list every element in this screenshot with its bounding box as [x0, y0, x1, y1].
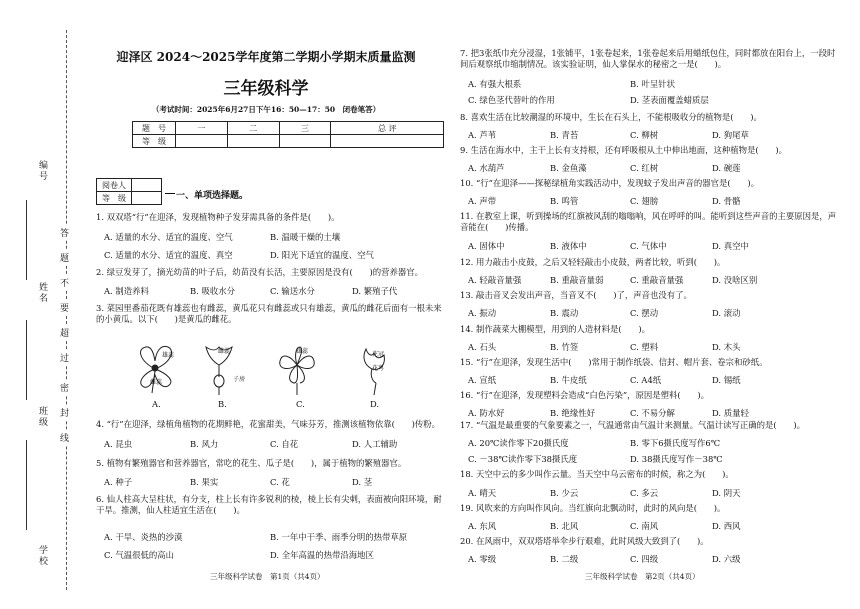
option[interactable]: B. 温暖干燥的土壤 [270, 232, 341, 242]
question-4: 4. “行”在迎泽，绿植角植物的花期鲜艳，花蜜甜美，气味芬芳，推测该植物依靠( )传粉。 [96, 419, 440, 429]
option[interactable]: B. 二级 [550, 554, 579, 564]
question-11: 11. 在教室上课，听到操场的红旗被风刮的嗡嗡响，风在呼呼的叫。能听到这些声音的主要原因是，声音能在( )传播。 [460, 211, 837, 232]
name-label: 姓名 [37, 282, 47, 304]
score-cell: 一 [176, 122, 228, 135]
option[interactable]: B. 重敲音量弱 [550, 275, 604, 285]
question-1: 1. 双双塔“行”在迎泽，发现植物种子发芽需具备的条件是( )。 [96, 212, 340, 222]
question-16: 16. “行”在迎泽，发现塑料会造成“白色污染”，原因是塑料( )。 [460, 390, 710, 400]
flower-c-label: 雄蕊 [296, 348, 309, 355]
option[interactable]: B. 北风 [550, 521, 579, 531]
score-cell[interactable] [279, 135, 331, 148]
footer-left: 三年级科学试卷 第1页（共4页） [210, 572, 325, 581]
score-cell[interactable] [176, 135, 228, 148]
question-14: 14. 制作蔬菜大棚模型，用到的人造材料是( )。 [460, 324, 651, 334]
option[interactable]: B. 鸣管 [550, 196, 579, 206]
option[interactable]: C. 不易分解 [630, 408, 675, 418]
option[interactable]: A. 20℃读作零下20摄氏度 [468, 438, 569, 448]
option[interactable]: D. 真空中 [712, 241, 749, 251]
seal-line-char: 题 [60, 250, 69, 265]
option[interactable]: C. 自花 [270, 439, 299, 449]
option[interactable]: B. 金鱼藻 [550, 163, 587, 173]
option[interactable]: D. 38摄氏度写作－38℃ [630, 454, 723, 464]
option[interactable]: C. －38℃读作零下38摄氏度 [468, 454, 578, 464]
option[interactable]: D. 繁殖子代 [352, 286, 398, 296]
seal-line-char: 过 [60, 350, 69, 365]
option[interactable]: C. 适量的水分、适宜的温度、真空 [104, 250, 233, 260]
question-17: 17. “气温是最重要的气象要素之一，气温通常由气温计来测量。气温计读写正确的是( )。 [460, 420, 806, 430]
grader-label: 阅卷人 [97, 179, 132, 192]
number-label: 编号 [37, 160, 47, 182]
option[interactable]: D. 全年高温的热带沿海地区 [270, 550, 374, 560]
option[interactable]: A. [152, 399, 161, 409]
seal-line-char: 不 [60, 275, 69, 290]
option[interactable]: C. 气体中 [630, 241, 667, 251]
seal-line-char: 要 [60, 300, 69, 315]
option[interactable]: A. 宣纸 [468, 375, 497, 385]
grader-cell[interactable] [132, 179, 162, 192]
flower-a-label: 雄蕊 [162, 352, 175, 359]
grade-cell[interactable] [132, 192, 162, 205]
option[interactable]: A. 零级 [468, 554, 497, 564]
flower-a-label: 雌蕊 [150, 379, 163, 386]
option[interactable]: D. 骨骼 [712, 196, 741, 206]
option[interactable]: C. [296, 399, 305, 409]
question-5: 5. 植物有繁殖器官和营养器官，常吃的花生、瓜子是( )，属于植物的繁殖器官。 [96, 458, 407, 468]
option[interactable]: A. 有强大根系 [468, 79, 522, 89]
question-6: 6. 仙人柱高大呈柱状，有分支，柱上长有许多锐利的棱，棱上长有尖刺，表面被向阳环境，耐干旱。推测，仙人柱适宜生活在( )。 [96, 494, 442, 515]
option[interactable]: C. 花 [270, 477, 290, 487]
question-10: 10. “行”在迎泽——探秘绿植角实践活动中，发现蚊子发出声音的器官是( )。 [460, 178, 760, 188]
grader-box [96, 178, 162, 205]
question-13: 13. 敲击音叉会发出声音，当音叉不( )了，声音也没有了。 [460, 290, 692, 300]
question-15: 15. “行”在迎泽，发现生活中( )常用于制作纸袋、信封、帽片套、卷宗和砂纸。 [460, 357, 768, 367]
flower-d-label: 花冠 [372, 351, 385, 358]
option[interactable]: C. 南风 [630, 521, 659, 531]
option[interactable]: D. 阳光下适宜的温度、空气 [270, 250, 374, 260]
score-cell: 等 级 [133, 135, 176, 148]
option[interactable]: D. 阴天 [712, 488, 741, 498]
option[interactable]: D. 木头 [712, 342, 741, 352]
option[interactable]: B. 绝缘性好 [550, 408, 595, 418]
binding-margin [0, 0, 80, 609]
option[interactable]: D. 茎 [352, 477, 373, 487]
option[interactable]: A. 晴天 [468, 488, 497, 498]
option[interactable]: D. 西风 [712, 521, 741, 531]
question-20: 20. 在风雨中，双双塔塔举伞步行艰难，此时风级大致到了( )。 [460, 536, 709, 546]
option[interactable]: A. 轻敲音量强 [468, 275, 522, 285]
option[interactable]: A. 种子 [104, 477, 133, 487]
option[interactable]: D. 滚动 [712, 308, 741, 318]
question-19: 19. 风吹来的方向叫作风向。当红旗向北飘动时，此时的风向是( )。 [460, 503, 726, 513]
class-label: 班级 [37, 406, 47, 428]
exam-time: （考试时间：2025年6月27日下午16：50—17：50 闭卷笔答） [151, 105, 381, 114]
option[interactable]: A. 水葫芦 [468, 163, 505, 173]
option[interactable]: A. 制造养料 [104, 286, 149, 296]
option[interactable]: B. 震动 [550, 308, 579, 318]
subject-title: 三年级科学 [223, 79, 309, 99]
score-cell: 二 [227, 122, 279, 135]
option[interactable]: A. 芦苇 [468, 130, 497, 140]
class-line [26, 440, 27, 530]
option[interactable]: A. 东风 [468, 521, 497, 531]
option[interactable]: D. 锡纸 [712, 375, 741, 385]
option[interactable]: C. 气温很低的高山 [104, 550, 175, 560]
option[interactable]: C. 塑料 [630, 342, 659, 352]
option[interactable]: C. 摆动 [630, 308, 659, 318]
score-table [132, 121, 444, 148]
option[interactable]: D. [370, 399, 380, 409]
option[interactable]: B. 牛皮纸 [550, 375, 587, 385]
option[interactable]: A. 昆虫 [104, 439, 133, 449]
option[interactable]: A. 振动 [468, 308, 497, 318]
seal-line-char: 密 [60, 380, 69, 395]
option[interactable]: B. 零下6摄氏度写作6℃ [630, 438, 721, 448]
option[interactable]: B. 叶呈针状 [630, 79, 675, 89]
seal-line-char: 答 [60, 225, 69, 240]
option[interactable]: B. 果实 [190, 477, 219, 487]
option[interactable]: A. 适量的水分、适宜的温度、空气 [104, 232, 233, 242]
score-cell[interactable] [227, 135, 279, 148]
option[interactable]: B. 竹签 [550, 342, 579, 352]
option[interactable]: C. 翅膀 [630, 196, 659, 206]
option[interactable]: A. 固体中 [468, 241, 505, 251]
question-2: 2. 绿豆发芽了，摘光幼苗的叶子后，幼苗没有长活，主要原因是没有( )的营养器官。 [96, 267, 424, 277]
option[interactable]: C. 红树 [630, 163, 659, 173]
option[interactable]: D. 碗莲 [712, 163, 741, 173]
option[interactable]: C. 绿色茎代替叶的作用 [468, 95, 555, 105]
question-9: 9. 生活在海水中，主干上长有支持根，还有呼吸根从土中伸出地面，这种植物是( )。 [460, 145, 788, 155]
question-18: 18. 天空中云的多少叫作云量。当天空中乌云密布的时候，称之为( )。 [460, 469, 734, 479]
option[interactable]: C. 重敲音量强 [630, 275, 684, 285]
option[interactable]: B. 一年中干季、雨季分明的热带草原 [270, 532, 408, 542]
option[interactable]: C. 四级 [630, 554, 659, 564]
option[interactable]: B. 液体中 [550, 241, 587, 251]
section-dash [165, 193, 175, 194]
flower-d-label: 花萼 [372, 365, 385, 372]
score-cell: 三 [279, 122, 331, 135]
option[interactable]: A. 防水好 [468, 408, 505, 418]
exam-title: 迎泽区 2024～2025学年度第二学期小学期末质量监测 [116, 50, 416, 64]
question-12: 12. 用力敲击小皮鼓，之后又轻轻敲击小皮鼓，两者比较，听到( )。 [460, 257, 726, 267]
option[interactable]: D. 狗尾草 [712, 130, 749, 140]
seal-line-char: 超 [60, 325, 69, 340]
question-8: 8. 喜欢生活在比较潮湿的环境中，生长在石头上，不能根吸收分的植物是( )。 [460, 112, 762, 122]
question-3: 3. 菜园里番茄花既有雄蕊也有雌蕊，黄瓜花只有雌蕊或只有雄蕊，黄瓜的雌花后面有一根未来的小黄瓜。以下( )是黄瓜的雌花。 [96, 303, 442, 324]
seal-line-char: 线 [60, 430, 69, 445]
flower-b-label: 雌蕊 [218, 348, 231, 355]
option[interactable]: B. 吸收水分 [190, 286, 235, 296]
footer-right: 三年级科学试卷 第2页（共4页） [585, 572, 700, 581]
option[interactable]: C. 输送水分 [270, 286, 315, 296]
score-cell: 总 评 [331, 122, 444, 135]
option[interactable]: B. 少云 [550, 488, 579, 498]
option[interactable]: A. 干旱、炎热的沙漠 [104, 532, 183, 542]
question-7: 7. 把3张纸巾充分浸湿，1张铺平，1张卷起来，1张卷起来后用蜡纸包住，同时都放在阳台上，一段时间后观察纸巾缩制情况。该实验证明，仙人掌保水的秘密之一是( )。 [460, 48, 836, 69]
option[interactable]: C. A4纸 [630, 375, 662, 385]
number-line [26, 200, 27, 280]
section-title: 一、单项选择题。 [176, 191, 249, 201]
name-line [26, 320, 27, 400]
option[interactable]: D. 没啥区别 [712, 275, 758, 285]
option[interactable]: D. 人工辅助 [352, 439, 398, 449]
option[interactable]: D. 茎表面覆盖蜡质层 [630, 95, 709, 105]
option[interactable]: D. 六级 [712, 554, 741, 564]
grade-label: 等 级 [97, 192, 132, 205]
option[interactable]: A. 声带 [468, 196, 497, 206]
score-cell: 题 号 [133, 122, 176, 135]
option[interactable]: B. 青苔 [550, 130, 579, 140]
option[interactable]: C. 柳树 [630, 130, 659, 140]
seal-line-char: 封 [60, 405, 69, 420]
option[interactable]: B. [218, 399, 227, 409]
option[interactable]: C. 多云 [630, 488, 659, 498]
option[interactable]: A. 石头 [468, 342, 497, 352]
option[interactable]: B. 风力 [190, 439, 219, 449]
school-label: 学校 [37, 545, 47, 567]
score-cell[interactable] [331, 135, 444, 148]
flower-b-label: 子房 [233, 376, 246, 383]
option[interactable]: D. 质量轻 [712, 408, 749, 418]
